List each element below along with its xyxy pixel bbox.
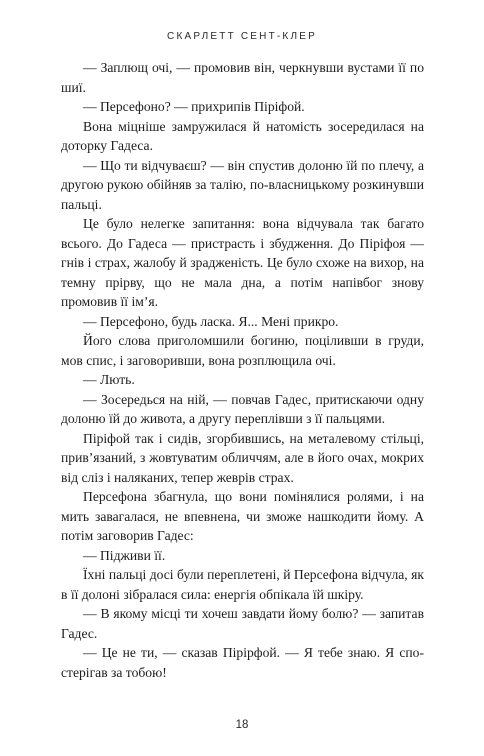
page-number: 18 [235,719,249,731]
paragraph: Піріфой так і сидів, згорбившись, на металевому стільці, прив’язаний, з жовтуватим обличчям, але в його очах, мокрих від сліз і наляканих, тепер жеврів страх. [61,430,424,485]
paragraph: Їхні пальці досі були переплетені, й Персефона відчула, як в її долоні зібралася сила: енергія обпікала їй шкіру. [61,567,424,602]
paragraph: — Це не ти, — сказав Пірірфой. — Я тебе знаю. Я спостерігав за тобою! [61,645,424,680]
paragraph: — Підживи її. [83,547,166,563]
paragraph: — Зосередься на ній, — повчав Гадес, притискаючи одну долоню їй до живота, а другу переплівши з її пальцями. [61,391,424,426]
paragraph: — В якому місці ти хочеш завдати йому болю? — запитав Гадес. [61,606,424,641]
paragraph: Це було нелегке запитання: вона відчувала так багато всього. До Гадеса — пристрасть і збудження. До Піріфоя — гнів і страх, жалобу й зрадженість. Це було схоже на вихор, на темну прірву, що не мала дна, а потім напівбог знову промовив її ім’я. [61,216,424,309]
paragraph: — Персефоно? — прихрипів Піріфой. [83,99,305,114]
paragraph: Вона міцніше замружилася й натомість зосередилася на доторку Гадеса. [61,118,424,153]
paragraph: — Лють. [83,372,135,387]
paragraph: — Заплющ очі, — промовив він, черкнувши вустами її по шиї. [61,60,424,95]
paragraph: Його слова приголомшили богиню, поціливши в груди, мов спис, і заговоривши, вона розплющила очі. [61,333,424,368]
paragraph: Персефона збагнула, що вони помінялися ролями, і на мить завагалася, не впевнена, чи зможе нашкодити йому. А потім заговорив Гадес: [61,489,424,543]
running-head: СКАРЛЕТТ СЕНТ-КЛЕР [167,31,317,42]
paragraph: — Що ти відчуваєш? — він спустив долоню їй по плечу, а другою рукою обійняв за талію, по-власницькому розкинувши пальці. [61,157,424,212]
body-text [61,58,424,682]
paragraph: — Персефоно, будь ласка. Я... Мені прикро. [83,313,339,329]
